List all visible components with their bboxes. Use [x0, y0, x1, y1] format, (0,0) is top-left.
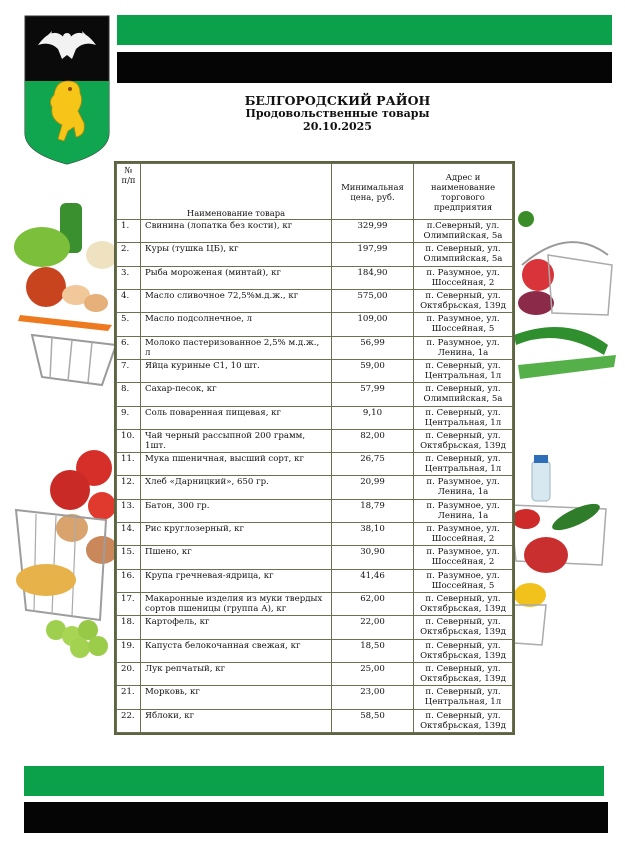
store-address: п. Разумное, ул. Ленина, 1а	[414, 499, 513, 522]
price-table-container	[114, 161, 515, 735]
store-address: п. Разумное, ул. Ленина, 1а	[414, 336, 513, 359]
product-name: Капуста белокочанная свежая, кг	[141, 639, 332, 662]
row-number: 1.	[117, 220, 141, 243]
store-address: п. Северный, ул. Олимпийская, 5а	[414, 243, 513, 266]
row-number: 21.	[117, 686, 141, 709]
min-price: 109,00	[332, 313, 414, 336]
store-address: п. Северный, ул. Центральная, 1л	[414, 406, 513, 429]
row-number: 14.	[117, 523, 141, 546]
row-number: 3.	[117, 266, 141, 289]
coat-of-arms-icon	[24, 15, 110, 165]
row-number: 19.	[117, 639, 141, 662]
store-address: п. Разумное, ул. Ленина, 1а	[414, 476, 513, 499]
row-number: 16.	[117, 569, 141, 592]
min-price: 82,00	[332, 429, 414, 452]
row-number: 10.	[117, 429, 141, 452]
table-row	[117, 616, 513, 639]
product-name: Морковь, кг	[141, 686, 332, 709]
top-green-band	[117, 15, 612, 45]
store-address: п. Северный, ул. Октябрьская, 139д	[414, 709, 513, 732]
vegetable-basket-icon	[6, 440, 126, 665]
min-price: 41,46	[332, 569, 414, 592]
vegetable-basket-icon	[506, 455, 618, 655]
row-number: 7.	[117, 359, 141, 382]
column-header-number: № п/п	[117, 164, 141, 220]
product-name: Картофель, кг	[141, 616, 332, 639]
min-price: 329,99	[332, 220, 414, 243]
table-row	[117, 546, 513, 569]
product-name: Чай черный рассыпной 200 грамм, 1шт.	[141, 429, 332, 452]
table-row	[117, 593, 513, 616]
store-address: п. Северный, ул. Октябрьская, 139д	[414, 616, 513, 639]
row-number: 8.	[117, 383, 141, 406]
product-name: Пшено, кг	[141, 546, 332, 569]
store-address: п. Разумное, ул. Шоссейная, 5	[414, 313, 513, 336]
table-row	[117, 289, 513, 312]
store-address: п. Северный, ул. Октябрьская, 139д	[414, 289, 513, 312]
row-number: 20.	[117, 662, 141, 685]
bottom-black-band	[24, 802, 608, 833]
table-row	[117, 359, 513, 382]
product-name: Рис круглозерный, кг	[141, 523, 332, 546]
min-price: 58,50	[332, 709, 414, 732]
row-number: 15.	[117, 546, 141, 569]
min-price: 38,10	[332, 523, 414, 546]
store-address: п. Разумное, ул. Шоссейная, 2	[414, 523, 513, 546]
column-header-price: Минимальная цена, руб.	[332, 164, 414, 220]
table-row	[117, 429, 513, 452]
bottom-green-band	[24, 766, 604, 796]
min-price: 30,90	[332, 546, 414, 569]
table-row	[117, 243, 513, 266]
store-address: п. Разумное, ул. Шоссейная, 2	[414, 266, 513, 289]
min-price: 26,75	[332, 453, 414, 476]
product-name: Молоко пастеризованное 2,5% м.д.ж., л	[141, 336, 332, 359]
table-row	[117, 476, 513, 499]
table-row	[117, 523, 513, 546]
row-number: 9.	[117, 406, 141, 429]
row-number: 6.	[117, 336, 141, 359]
column-header-address: Адрес и наименование торгового предприятия	[414, 164, 513, 220]
store-address: п. Северный, ул. Центральная, 1л	[414, 453, 513, 476]
table-row	[117, 336, 513, 359]
table-row	[117, 499, 513, 522]
table-row	[117, 266, 513, 289]
store-address: п. Северный, ул. Октябрьская, 139д	[414, 639, 513, 662]
min-price: 18,50	[332, 639, 414, 662]
product-name: Яблоки, кг	[141, 709, 332, 732]
product-name: Хлеб «Дарницкий», 650 гр.	[141, 476, 332, 499]
min-price: 18,79	[332, 499, 414, 522]
product-name: Куры (тушка ЦБ), кг	[141, 243, 332, 266]
row-number: 17.	[117, 593, 141, 616]
product-name: Масло подсолнечное, л	[141, 313, 332, 336]
product-name: Макаронные изделия из муки твердых сортов пшеницы (группа А), кг	[141, 593, 332, 616]
table-row	[117, 406, 513, 429]
min-price: 9,10	[332, 406, 414, 429]
store-address: п. Северный, ул. Центральная, 1л	[414, 359, 513, 382]
region-title: БЕЛГОРОДСКИЙ РАЙОН	[244, 93, 431, 108]
vegetable-basket-icon	[12, 195, 122, 395]
table-header-row	[117, 164, 513, 220]
product-name: Крупа гречневая-ядрица, кг	[141, 569, 332, 592]
store-address: п. Северный, ул. Октябрьская, 139д	[414, 593, 513, 616]
row-number: 18.	[117, 616, 141, 639]
row-number: 4.	[117, 289, 141, 312]
table-row	[117, 569, 513, 592]
table-row	[117, 639, 513, 662]
row-number: 13.	[117, 499, 141, 522]
min-price: 197,99	[332, 243, 414, 266]
table-row	[117, 453, 513, 476]
min-price: 62,00	[332, 593, 414, 616]
min-price: 56,99	[332, 336, 414, 359]
row-number: 5.	[117, 313, 141, 336]
row-number: 12.	[117, 476, 141, 499]
vegetable-basket-icon	[508, 195, 618, 395]
table-row	[117, 220, 513, 243]
product-name: Свинина (лопатка без кости), кг	[141, 220, 332, 243]
product-name: Батон, 300 гр.	[141, 499, 332, 522]
store-address: п. Северный, ул. Центральная, 1л	[414, 686, 513, 709]
store-address: п. Северный, ул. Олимпийская, 5а	[414, 383, 513, 406]
min-price: 25,00	[332, 662, 414, 685]
store-address: п. Разумное, ул. Шоссейная, 2	[414, 546, 513, 569]
report-date: 20.10.2025	[303, 120, 372, 133]
table-body	[117, 220, 513, 733]
store-address: п. Северный, ул. Октябрьская, 139д	[414, 429, 513, 452]
min-price: 22,00	[332, 616, 414, 639]
product-name: Рыба мороженая (минтай), кг	[141, 266, 332, 289]
store-address: п. Разумное, ул. Шоссейная, 5	[414, 569, 513, 592]
store-address: п. Северный, ул. Октябрьская, 139д	[414, 662, 513, 685]
row-number: 2.	[117, 243, 141, 266]
row-number: 22.	[117, 709, 141, 732]
table-row	[117, 313, 513, 336]
min-price: 59,00	[332, 359, 414, 382]
min-price: 575,00	[332, 289, 414, 312]
min-price: 184,90	[332, 266, 414, 289]
column-header-name: Наименование товара	[141, 164, 332, 220]
min-price: 20,99	[332, 476, 414, 499]
product-name: Лук репчатый, кг	[141, 662, 332, 685]
category-subtitle: Продовольственные товары	[245, 107, 430, 120]
product-name: Мука пшеничная, высший сорт, кг	[141, 453, 332, 476]
product-name: Масло сливочное 72,5%м.д.ж., кг	[141, 289, 332, 312]
product-name: Соль поваренная пищевая, кг	[141, 406, 332, 429]
min-price: 57,99	[332, 383, 414, 406]
top-black-band	[117, 52, 612, 83]
table-row	[117, 686, 513, 709]
row-number: 11.	[117, 453, 141, 476]
page-heading	[150, 94, 525, 133]
min-price: 23,00	[332, 686, 414, 709]
price-table	[116, 163, 513, 733]
product-name: Сахар-песок, кг	[141, 383, 332, 406]
table-row	[117, 709, 513, 732]
table-row	[117, 383, 513, 406]
store-address: п.Северный, ул. Олимпийская, 5а	[414, 220, 513, 243]
table-row	[117, 662, 513, 685]
product-name: Яйца куриные С1, 10 шт.	[141, 359, 332, 382]
